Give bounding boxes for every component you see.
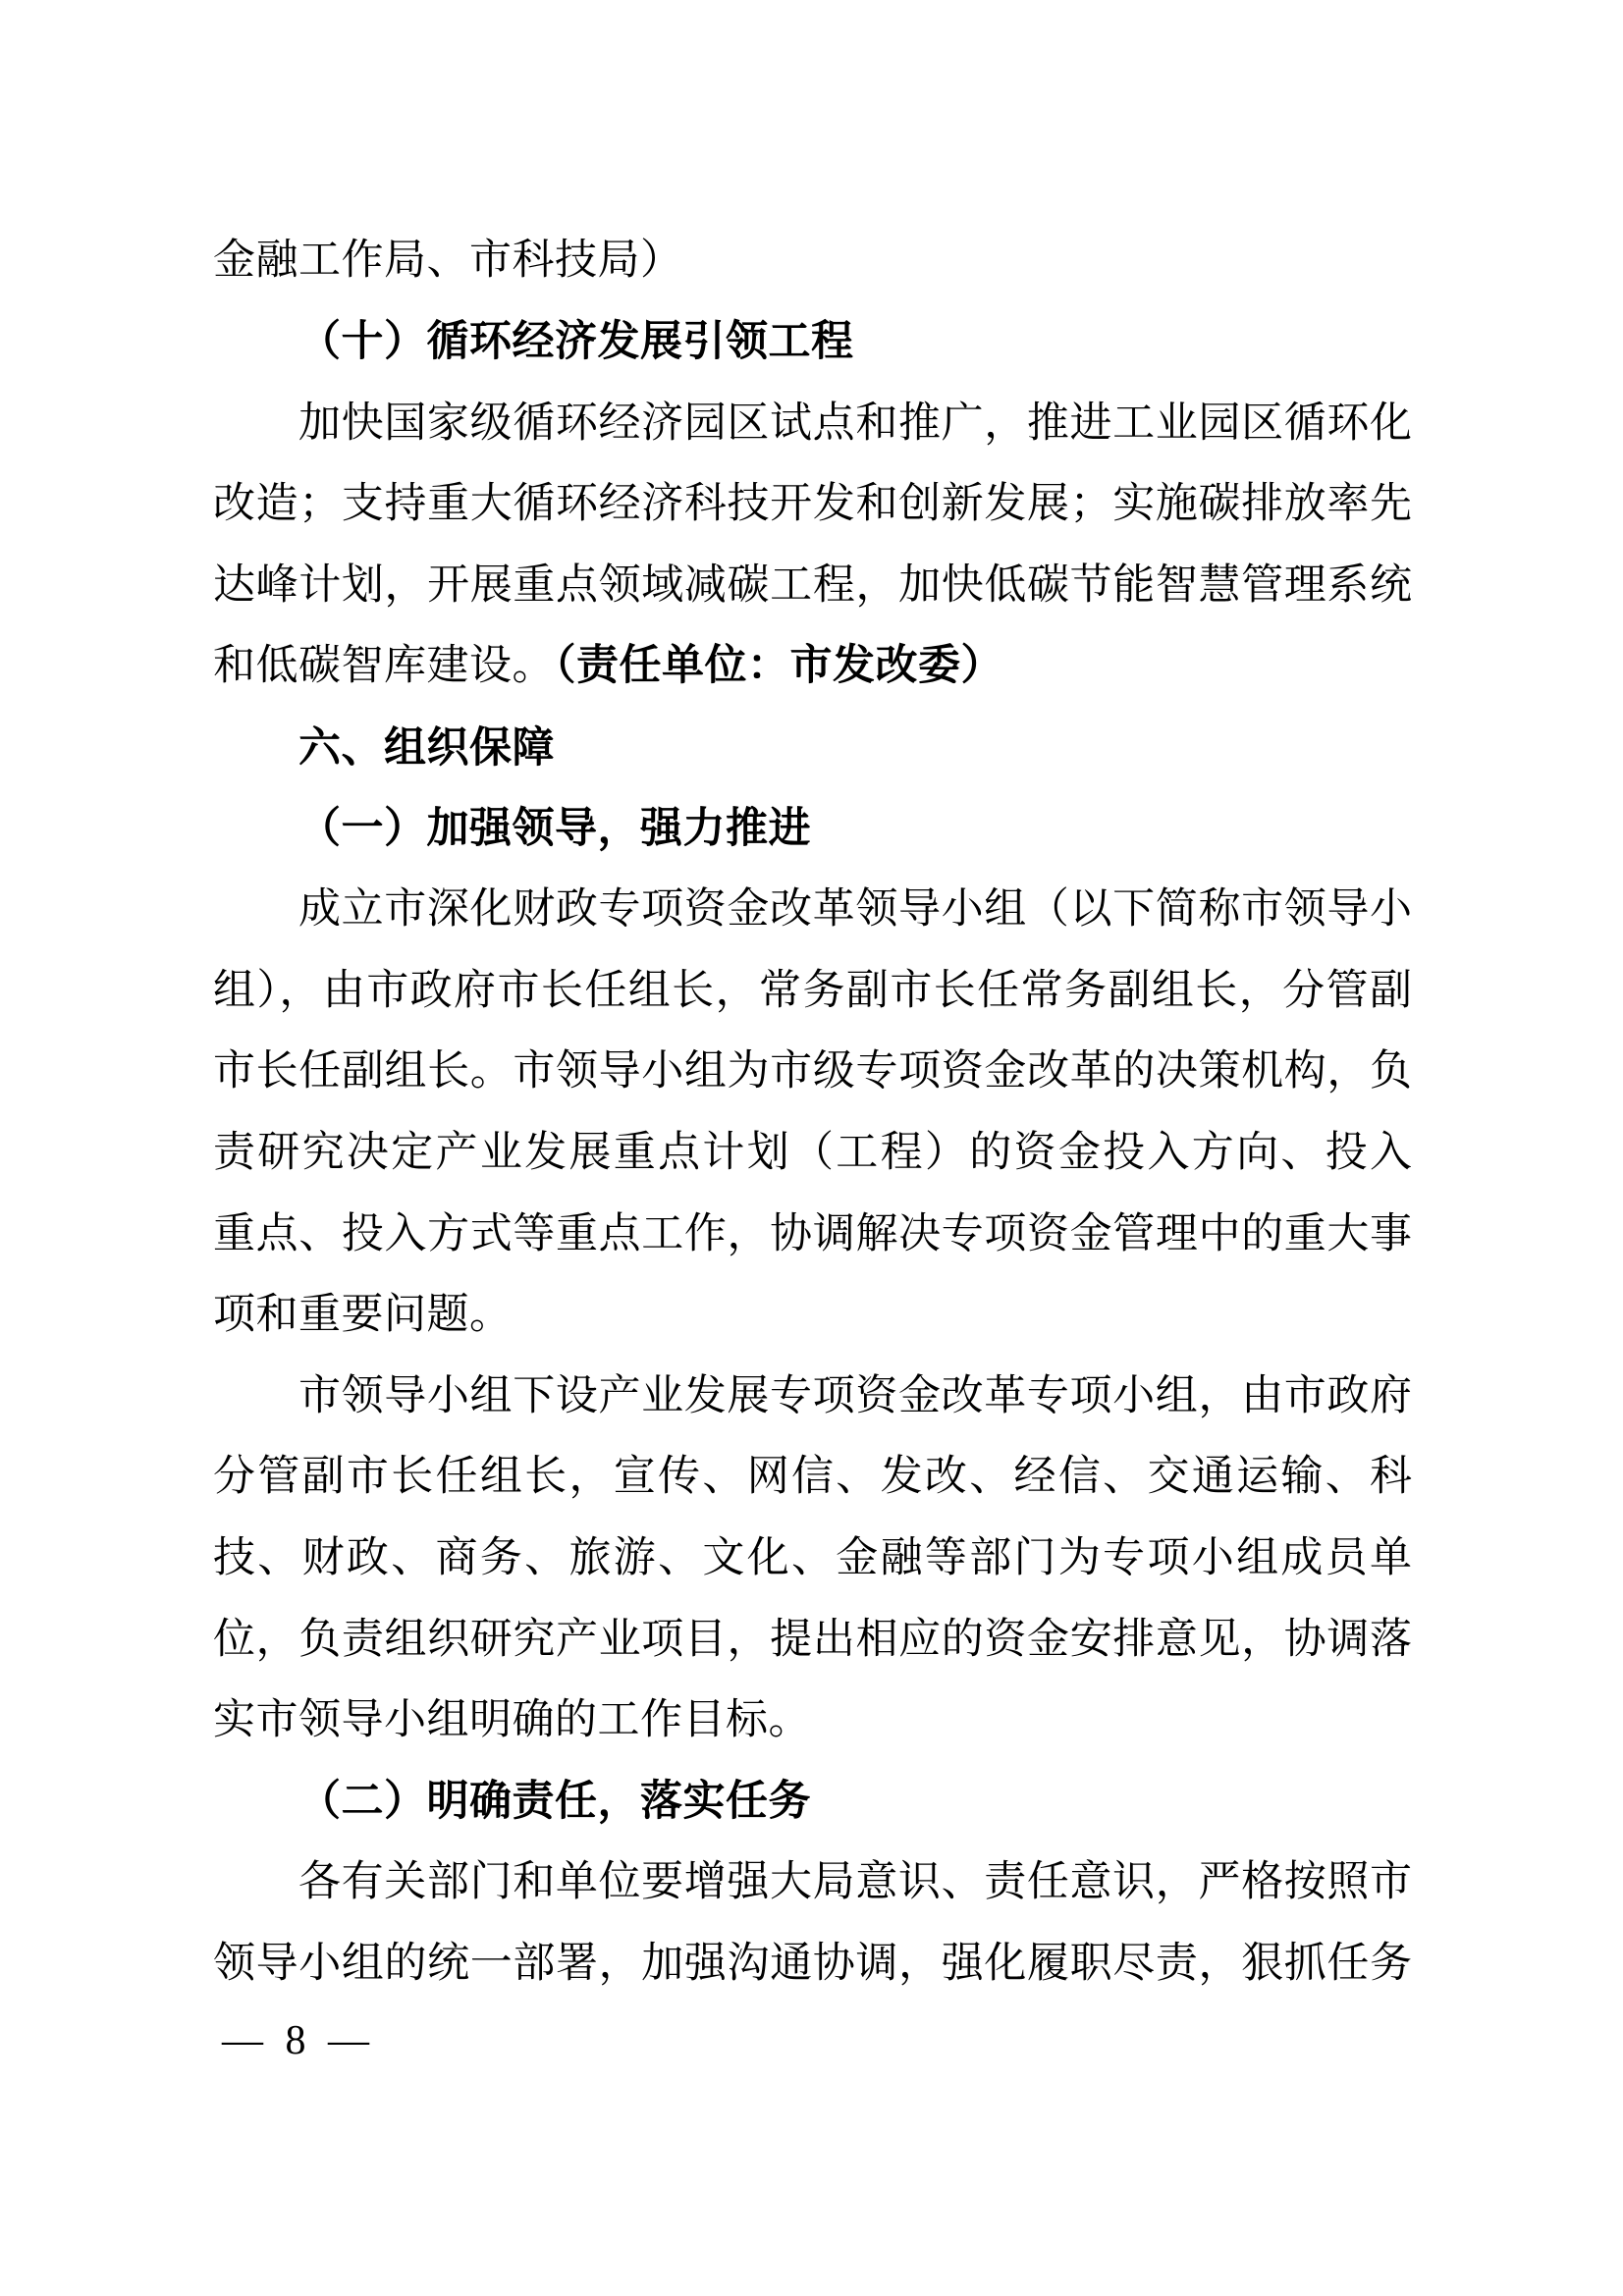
body-line: 领导小组的统一部署，加强沟通协调，强化履职尽责，狠抓任务	[213, 1941, 1412, 1987]
body-line: 责研究决定产业发展重点计划（工程）的资金投入方向、投入	[213, 1130, 1412, 1176]
subsection-heading-1: （一）加强领导，强力推进	[298, 806, 811, 852]
body-line: 达峰计划，开展重点领域减碳工程，加快低碳节能智慧管理系统	[213, 562, 1412, 609]
body-line: 分管副市长任组长，宣传、网信、发改、经信、交通运输、科	[213, 1454, 1412, 1500]
body-line: 组），由市政府市长任组长，常务副市长任常务副组长，分管副	[213, 968, 1412, 1014]
body-line: 实市领导小组明确的工作目标。	[213, 1697, 811, 1743]
body-line: 市领导小组下设产业发展专项资金改革专项小组，由市政府	[298, 1373, 1412, 1419]
page-number: — 8 —	[222, 2018, 375, 2063]
body-line: 项和重要问题。	[213, 1292, 513, 1338]
responsible-unit-note: （责任单位：市发改委）	[555, 643, 1003, 689]
body-line: 各有关部门和单位要增强大局意识、责任意识，严格按照市	[298, 1859, 1412, 1905]
subsection-heading-10: （十）循环经济发展引领工程	[298, 319, 854, 365]
body-line: 加快国家级循环经济园区试点和推广，推进工业园区循环化	[298, 400, 1412, 447]
body-line: 成立市深化财政专项资金改革领导小组（以下简称市领导小	[298, 886, 1412, 933]
body-line: 市长任副组长。市领导小组为市级专项资金改革的决策机构，负	[213, 1048, 1412, 1095]
body-line-with-responsible-unit	[213, 644, 1003, 689]
section-heading-6: 六、组织保障	[298, 724, 555, 772]
body-line: 改造；支持重大循环经济科技开发和创新发展；实施碳排放率先	[213, 481, 1412, 527]
body-line-text: 和低碳智库建设。	[213, 643, 555, 689]
body-line: 技、财政、商务、旅游、文化、金融等部门为专项小组成员单	[213, 1535, 1412, 1581]
body-line: 位，负责组织研究产业项目，提出相应的资金安排意见，协调落	[213, 1617, 1412, 1663]
body-line-continuation: 金融工作局、市科技局）	[213, 238, 683, 284]
body-line: 重点、投入方式等重点工作，协调解决专项资金管理中的重大事	[213, 1211, 1412, 1257]
subsection-heading-2: （二）明确责任，落实任务	[298, 1779, 811, 1825]
